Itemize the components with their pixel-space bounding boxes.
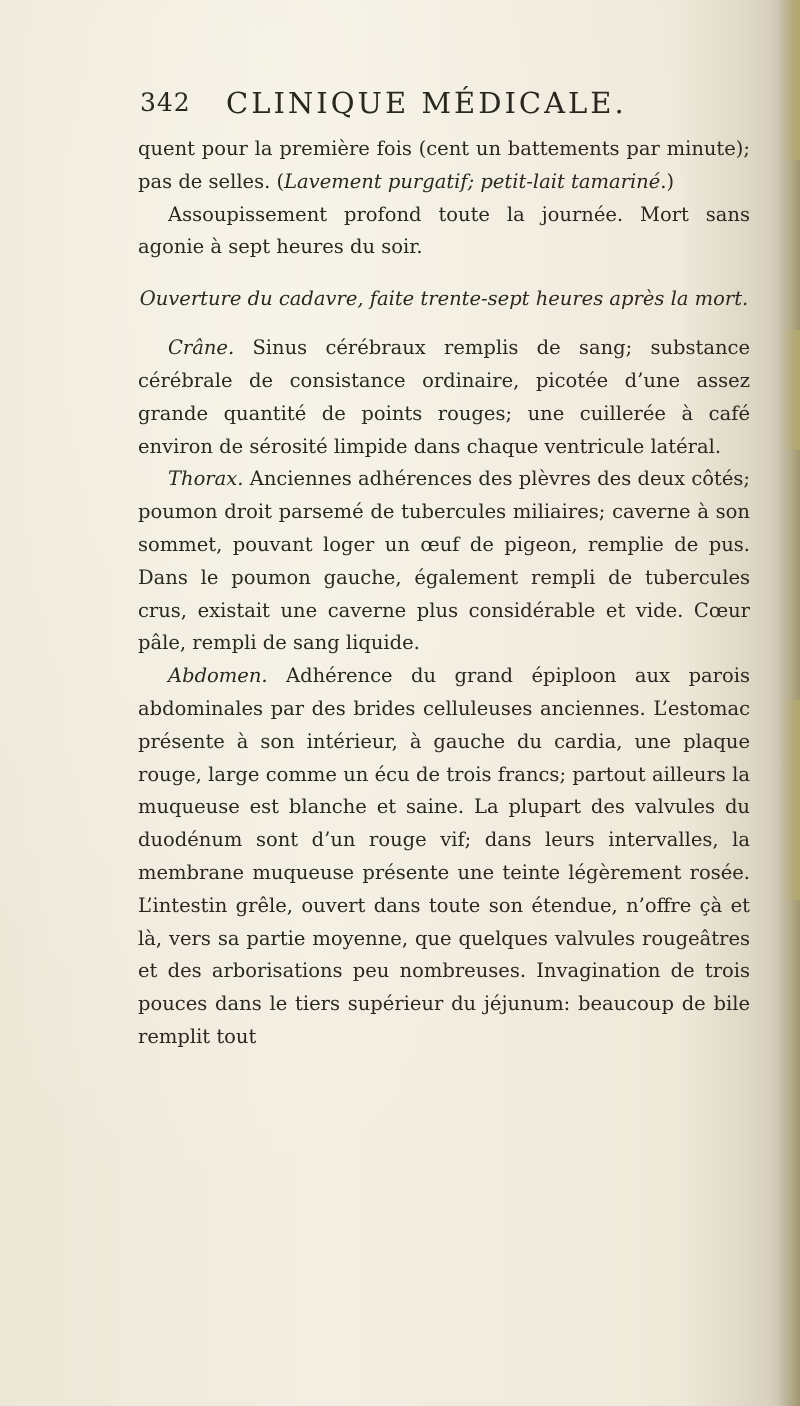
paragraph-thorax <box>138 463 750 660</box>
paragraph-continuation <box>138 133 750 199</box>
paragraph-text: quent pour la première fois (cent un battements par minute); pas de selles. ( <box>138 137 750 193</box>
crane-label: Crâne. <box>168 336 235 360</box>
paragraph-text: ) <box>666 169 675 193</box>
thorax-label: Thorax. <box>168 467 244 491</box>
paragraph-crane <box>138 332 750 463</box>
running-title: CLINIQUE MÉDICALE. <box>226 86 627 120</box>
abdomen-label: Abdomen. <box>168 664 268 688</box>
page-edge-stain <box>782 700 800 900</box>
page-edge-stain <box>782 330 800 450</box>
section-title: Ouverture du cadavre, faite trente-sept heures après la mort. <box>139 287 749 311</box>
abdomen-text: Adhérence du grand épiploon aux parois abdominales par des brides celluleuses anciennes. L’estomac présente à son intérieur, à gauche du cardia, une plaque rouge, large comme un écu de trois francs; partout ailleurs la muqueuse est blanche et saine. La plupart des valvules du duodénum sont d’un rouge vif; dans leurs intervalles, la membrane muqueuse présente une teinte légèrement rosée. L’intestin grêle, ouvert dans toute son étendue, n’offre çà et là, vers sa partie moyenne, que quelques valvules rougeâtres et des arborisations peu nombreuses. Invagination de trois pouces dans le tiers supérieur du jéjunum: beaucoup de bile remplit tout <box>138 664 750 1048</box>
page-header <box>0 88 800 128</box>
crane-text: Sinus cérébraux remplis de sang; substance cérébrale de consistance ordinaire, picotée d’une assez grande quantité de points rouges; une cuillerée à café environ de sérosité limpide dans chaque ventricule latéral. <box>138 336 750 458</box>
thorax-text: Anciennes adhérences des plèvres des deux côtés; poumon droit parsemé de tubercules miliaires; caverne à son sommet, pouvant loger un œuf de pigeon, remplie de pus. Dans le poumon gauche, également rempli de tubercules crus, existait une caverne plus considérable et vide. Cœur pâle, rempli de sang liquide. <box>138 467 750 655</box>
page-number: 342 <box>140 88 191 117</box>
paragraph-abdomen <box>138 660 750 1054</box>
paragraph-death: Assoupissement profond toute la journée. Mort sans agonie à sept heures du soir. <box>138 202 750 259</box>
page-edge-stain <box>782 0 800 160</box>
body-text <box>138 133 750 1054</box>
treatment-italic: Lavement purgatif; petit-lait tamariné. <box>284 169 667 193</box>
